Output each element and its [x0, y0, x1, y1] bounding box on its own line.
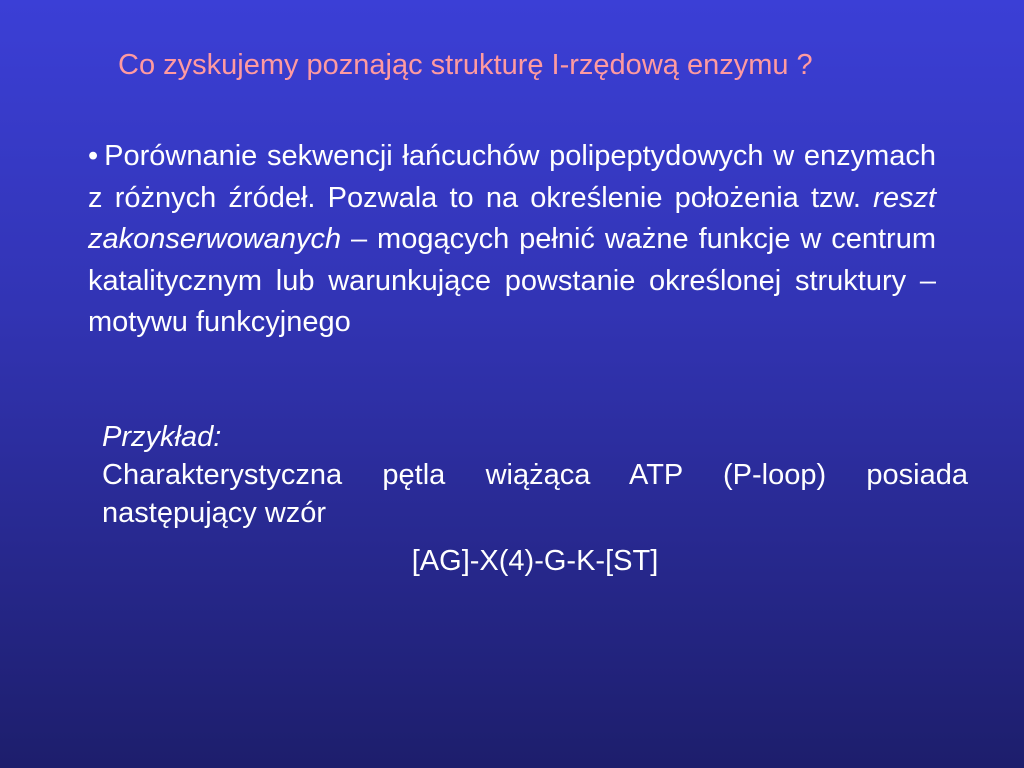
- bullet-text-before: Porównanie sekwencji łańcuchów polipeptydowych w enzymach z różnych źródeł. Pozwala to na określenie położenia tzw.: [88, 140, 936, 214]
- example-text: Charakterystyczna pętla wiążąca ATP (P-loop) posiada następujący wzór: [102, 459, 968, 529]
- example-block: [102, 418, 968, 532]
- bullet-text-after: – mogących pełnić ważne funkcje w centrum katalitycznym lub warunkujące powstanie określonej struktury – motywu funkcyjnego: [88, 223, 936, 338]
- sequence-pattern: [AG]-X(4)-G-K-[ST]: [411, 545, 659, 577]
- bullet-text-italic: reszt zakonserwowanych: [88, 181, 936, 255]
- slide-title: Co zyskujemy poznając strukturę I-rzędową enzymu ?: [118, 49, 813, 81]
- example-heading: Przykład:: [102, 421, 222, 453]
- bullet-paragraph: [88, 136, 936, 344]
- bullet-marker: •: [88, 140, 99, 172]
